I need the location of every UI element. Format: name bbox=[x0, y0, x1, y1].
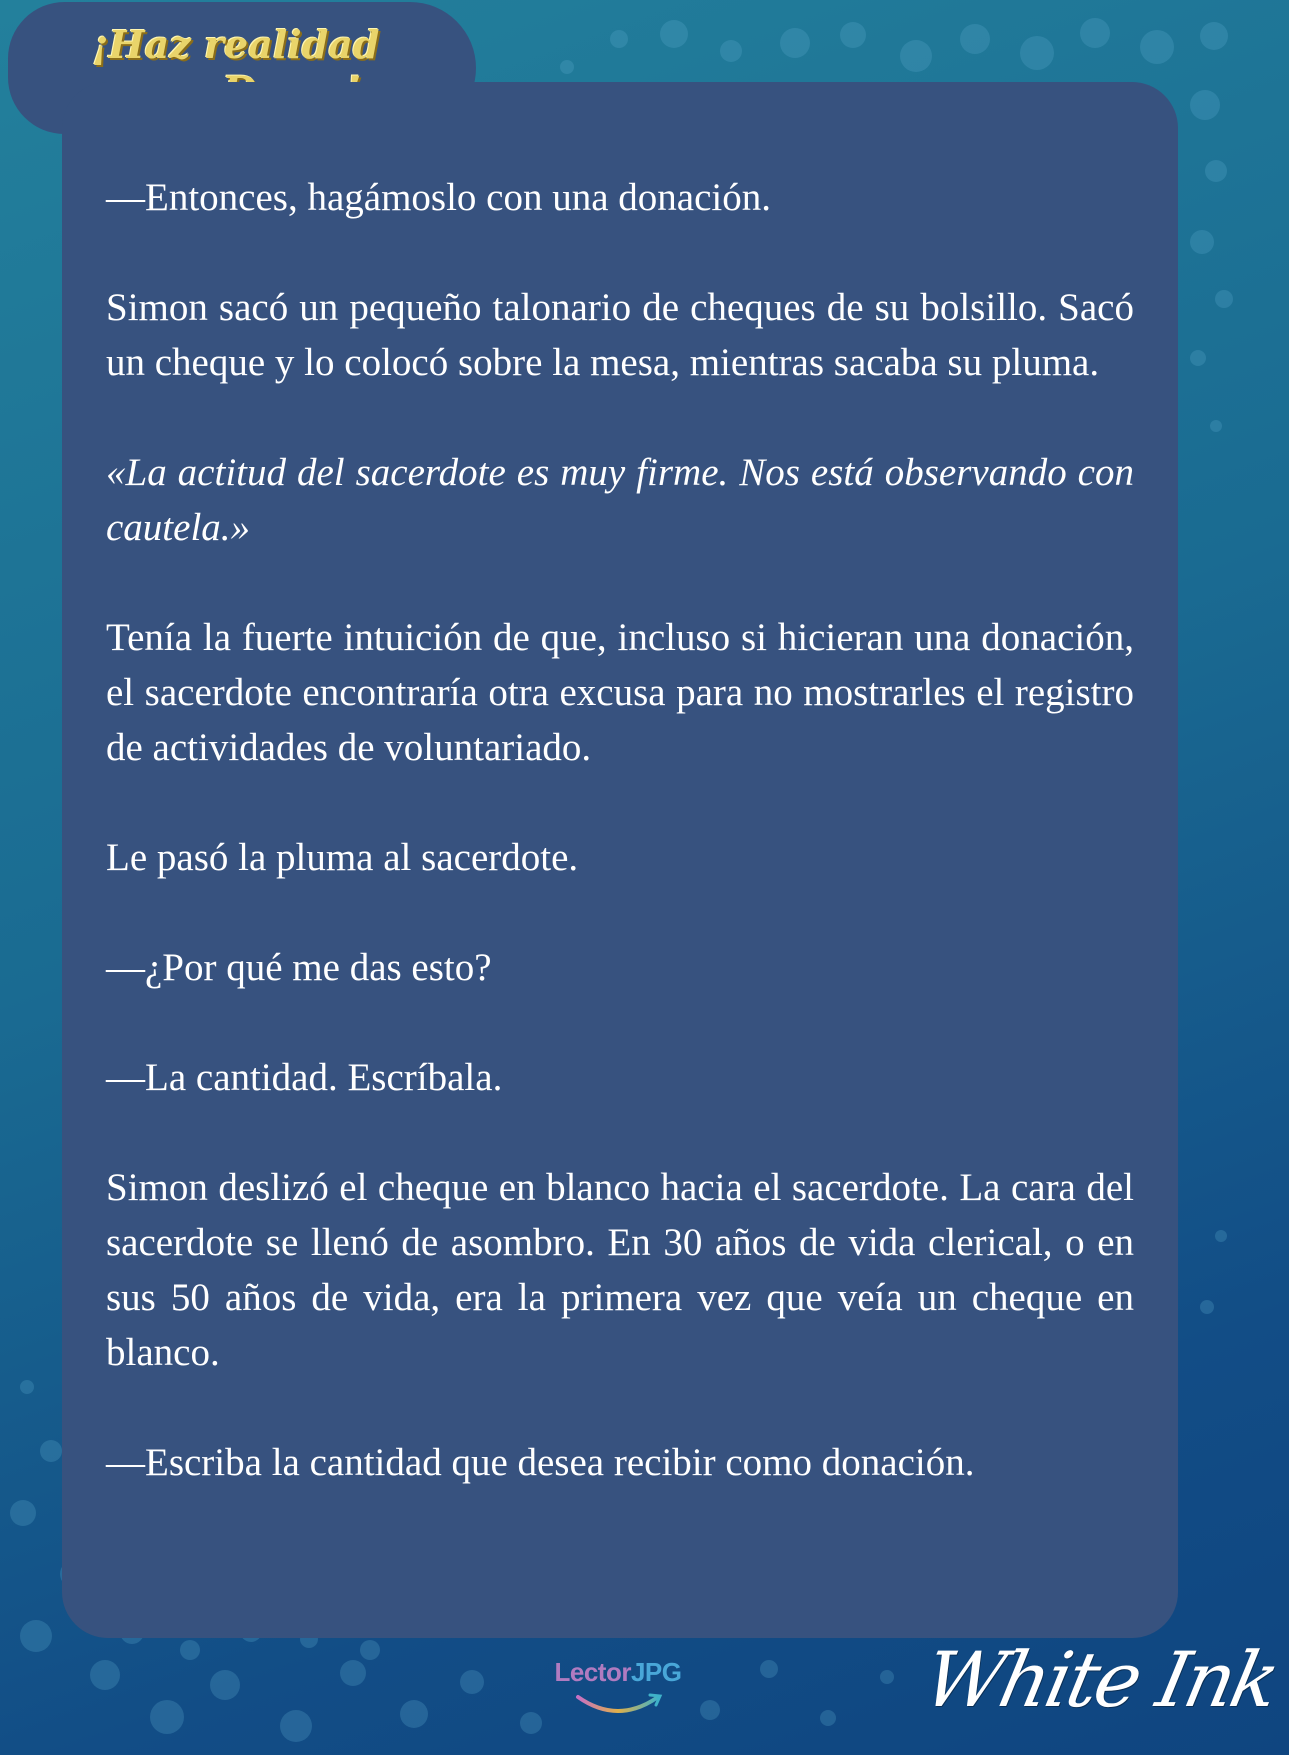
background-dot bbox=[280, 1710, 312, 1742]
background-dot bbox=[1190, 350, 1206, 366]
background-dot bbox=[90, 1660, 120, 1690]
background-dot bbox=[560, 60, 574, 74]
background-dot bbox=[780, 28, 810, 58]
brand-name: LectorJPG bbox=[554, 1657, 682, 1687]
lectorjpg-watermark bbox=[548, 1657, 688, 1729]
background-dot bbox=[460, 1670, 484, 1694]
background-dot bbox=[1205, 160, 1227, 182]
background-dot bbox=[1140, 30, 1174, 64]
background-dot bbox=[1200, 1300, 1214, 1314]
background-dot bbox=[900, 40, 932, 72]
background-dot bbox=[40, 1440, 62, 1462]
background-dot bbox=[1210, 420, 1222, 432]
background-dot bbox=[1215, 290, 1233, 308]
background-dot bbox=[20, 1380, 34, 1394]
background-dot bbox=[210, 1670, 240, 1700]
paragraph: Le pasó la pluma al sacerdote. bbox=[106, 836, 579, 879]
paragraph: Tenía la fuerte intuición de que, incluso si hicieran una donación, el sacerdote encontraría otra excusa para no mostrarles el registro de actividades de voluntariado. bbox=[106, 616, 1134, 769]
background-dot bbox=[840, 22, 866, 48]
background-dot bbox=[610, 30, 628, 48]
smile-arc-icon bbox=[570, 1691, 666, 1721]
background-dot bbox=[360, 1640, 380, 1660]
paragraph: «La actitud del sacerdote es muy firme. Nos está observando con cautela.» bbox=[106, 451, 1134, 549]
paragraph: —La cantidad. Escríbala. bbox=[106, 1056, 503, 1099]
paragraph: Simon deslizó el cheque en blanco hacia el sacerdote. La cara del sacerdote se llenó de asombro. En 30 años de vida clerical, o en sus 50 años de vida, era la primera vez que veía un cheque en blanco. bbox=[106, 1166, 1134, 1374]
logo-line-1: ¡Haz realidad bbox=[92, 22, 380, 67]
background-dot bbox=[520, 1712, 542, 1734]
background-dot bbox=[700, 1700, 720, 1720]
story-text bbox=[106, 170, 1134, 1545]
background-dot bbox=[340, 1660, 366, 1686]
paragraph: —¿Por qué me das esto? bbox=[106, 946, 492, 989]
background-dot bbox=[1215, 1230, 1227, 1242]
background-dot bbox=[1190, 230, 1214, 254]
background-dot bbox=[20, 1620, 52, 1652]
background-dot bbox=[1190, 90, 1220, 120]
paragraph: Simon sacó un pequeño talonario de cheques de su bolsillo. Sacó un cheque y lo colocó sobre la mesa, mientras sacaba su pluma. bbox=[106, 286, 1134, 384]
paragraph: —Escriba la cantidad que desea recibir como donación. bbox=[106, 1441, 975, 1484]
background-dot bbox=[1200, 22, 1228, 50]
background-dot bbox=[660, 20, 688, 48]
background-dot bbox=[960, 24, 990, 54]
background-dot bbox=[760, 1660, 778, 1678]
background-dot bbox=[820, 1710, 836, 1726]
signature: White Ink bbox=[916, 1635, 1285, 1724]
background-dot bbox=[1080, 18, 1110, 48]
background-dot bbox=[720, 40, 742, 62]
background-dot bbox=[10, 1500, 36, 1526]
background-dot bbox=[150, 1700, 184, 1734]
paragraph: —Entonces, hagámoslo con una donación. bbox=[106, 176, 771, 219]
background-dot bbox=[1020, 36, 1054, 70]
background-dot bbox=[180, 1640, 200, 1660]
background-dot bbox=[880, 1670, 894, 1684]
background-dot bbox=[400, 1700, 428, 1728]
